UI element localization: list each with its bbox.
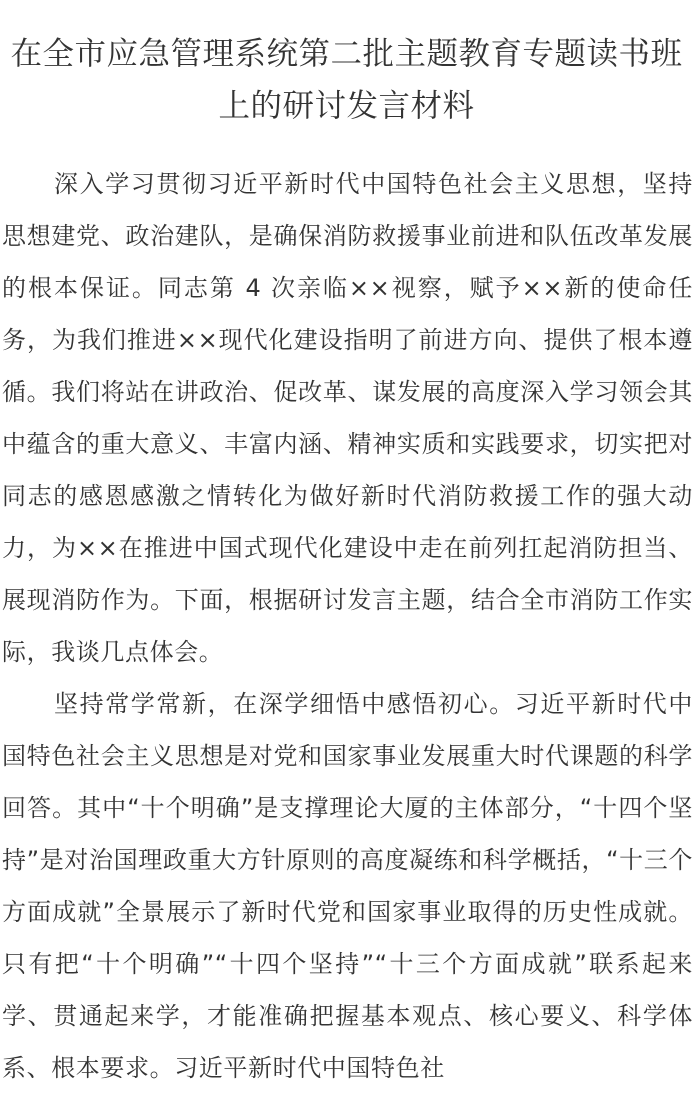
paragraph-study: 坚持常学常新，在深学细悟中感悟初心。习近平新时代中国特色社会主义思想是对党和国家事业发展重大时代课题的科学回答。其中“十个明确”是支撑理论大厦的主体部分，“十四个坚持”是对治国理政重大方针原则的高度凝练和科学概括，“十三个方面成就”全景展示了新时代党和国家事业取得的历史性成就。只有把“十个明确”“十四个坚持”“十三个方面成就”联系起来学、贯通起来学，才能准确把握基本观点、核心要义、科学体系、根本要求。习近平新时代中国特色社 (2, 690, 693, 1082)
article-title: 在全市应急管理系统第二批主题教育专题读书班上的研讨发言材料 (10, 36, 683, 124)
article-body (0, 158, 693, 1094)
paragraph-intro: 深入学习贯彻习近平新时代中国特色社会主义思想，坚持思想建党、政治建队，是确保消防救援事业前进和队伍改革发展的根本保证。同志第 4 次亲临××视察，赋予××新的使命任务，为我们推进××现代化建设指明了前进方向、提供了根本遵循。我们将站在讲政治、促改革、谋发展的高度深入学习领会其中蕴含的重大意义、丰富内涵、精神实质和实践要求，切实把对同志的感恩感激之情转化为做好新时代消防救援工作的强大动力，为××在推进中国式现代化建设中走在前列扛起消防担当、展现消防作为。下面，根据研讨发言主题，结合全市消防工作实际，我谈几点体会。 (2, 170, 693, 666)
